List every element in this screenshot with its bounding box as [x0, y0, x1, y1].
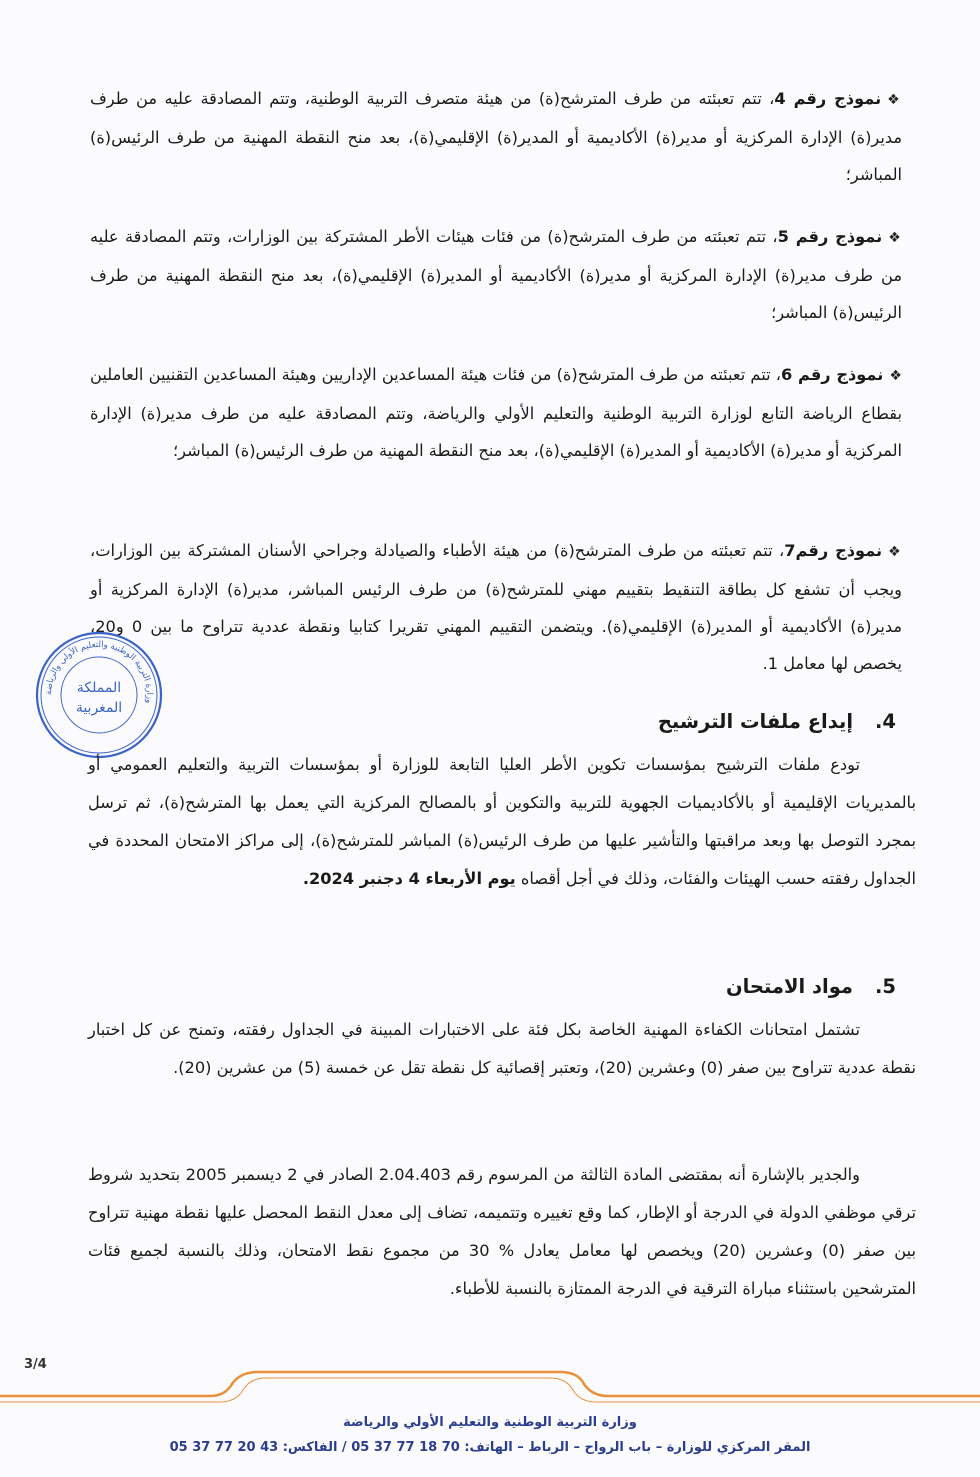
closing-paragraph	[88, 1156, 916, 1308]
bullet-text: ، تتم تعبئته من طرف المترشح(ة) من هيئة الأطباء والصيادلة وجراحي الأسنان المشتركة بين الوزارات، ويجب أن تشفع كل بطاقة التنقيط بتقييم مهني للمترشح(ة) من طرف الرئيس المباشر، مدير(ة) الإدارة المركزية أو مدير(ة) الأكاديمية أو المدير(ة) الإقليمي(ة). ويتضمن التقييم المهني تقريرا كتابيا ونقطة عددية تتراوح ما بين 0 و20، يخصص لها معامل 1.	[90, 541, 902, 673]
section-5-heading	[726, 975, 896, 998]
section-title: إيداع ملفات الترشيح	[657, 710, 853, 733]
footer-decorative-line	[0, 1360, 980, 1410]
section-number: 4.	[875, 710, 896, 733]
diamond-bullet-icon: ❖	[887, 92, 903, 108]
seal-center-line2: المغربية	[75, 700, 123, 716]
bullet-label: نموذج رقم 6	[781, 365, 884, 384]
seal-ring-text: وزارة التربية الوطنية والتعليم الأولي والرياضة	[43, 639, 155, 704]
bullet-label: نموذج رقم7	[784, 541, 883, 560]
section-title: مواد الامتحان	[725, 975, 853, 998]
page-number: 3/4	[24, 1357, 47, 1372]
section-4-heading	[658, 710, 896, 733]
official-seal-icon	[34, 630, 164, 760]
bullet-model-6	[90, 356, 902, 469]
section-5-text: تشتمل امتحانات الكفاءة المهنية الخاصة بكل فئة على الاختبارات المبينة في الجداول رفقته، وتمنح عن كل اختبار نقطة عددية تتراوح بين صفر (0) وعشرين (20)، وتعتبر إقصائية كل نقطة تقل عن خمسة (5) من عشرين (20).	[88, 1020, 916, 1077]
bullet-model-5	[90, 218, 902, 331]
diamond-bullet-icon: ❖	[889, 368, 902, 384]
footer-address: المقر المركزي للوزارة – باب الرواح – الرباط – الهاتف: 70 18 77 37 05 / الفاكس: 43 20 77 37 05	[169, 1440, 811, 1455]
section-4-paragraph	[88, 746, 916, 898]
section-4-text: تودع ملفات الترشيح بمؤسسات تكوين الأطر العليا التابعة للوزارة أو بمؤسسات التربية والتعليم العمومي أو بالمديريات الإقليمية أو بالأكاديميات الجهوية للتربية والتكوين أو بالمصالح المركزية التي يعمل بها المترشح(ة)، ثم ترسل بمجرد التوصل بها وبعد مراقبتها والتأشير عليها من طرف الرئيس(ة) المباشر للمترشح(ة)، إلى مراكز الامتحان المحددة في الجداول رفقته حسب الهيئات والفئات، وذلك في أجل أقصاه	[88, 755, 916, 888]
bullet-text: ، تتم تعبئته من طرف المترشح(ة) من فئات هيئة المساعدين الإداريين وهيئة المساعدين التقنيين العاملين بقطاع الرياضة التابع لوزارة التربية الوطنية والتعليم الأولي والرياضة، وتتم المصادقة عليه من طرف مدير(ة) الإدارة المركزية أو مدير(ة) الأكاديمية أو المدير(ة) الإقليمي(ة)، بعد منح النقطة المهنية من طرف الرئيس(ة) المباشر؛	[90, 365, 902, 460]
bullet-label: نموذج رقم 5	[777, 227, 883, 246]
section-5-paragraph	[88, 1011, 916, 1087]
section-4-deadline: يوم الأربعاء 4 دجنبر 2024.	[302, 869, 516, 888]
bullet-label: نموذج رقم 4	[774, 89, 882, 108]
bullet-model-4	[90, 80, 902, 193]
footer-ministry: وزارة التربية الوطنية والتعليم الأولي والرياضة	[343, 1415, 637, 1430]
diamond-bullet-icon: ❖	[888, 230, 902, 246]
diamond-bullet-icon: ❖	[888, 544, 902, 560]
bullet-text: ، تتم تعبئته من طرف المترشح(ة) من فئات هيئات الأطر المشتركة بين الوزارات، وتتم المصادقة عليه من طرف مدير(ة) الإدارة المركزية أو مدير(ة) الأكاديمية أو المدير(ة) الإقليمي(ة)، بعد منح النقطة المهنية من طرف الرئيس(ة) المباشر؛	[90, 227, 902, 322]
closing-text: والجدير بالإشارة أنه بمقتضى المادة الثالثة من المرسوم رقم 2.04.403 الصادر في 2 ديسمبر 2005 بتحديد شروط ترقي موظفي الدولة في الدرجة أو الإطار، كما وقع تغييره وتتميمه، تضاف إلى معدل النقط المحصل عليها نقطة مهنية تتراوح بين صفر (0) وعشرين (20) ويخصص لها معامل يعادل % 30 من مجموع نقط الامتحان، وذلك بالنسبة لجميع فئات المترشحين باستثناء مباراة الترقية في الدرجة الممتازة بالنسبة للأطباء.	[88, 1165, 917, 1298]
seal-center-line1: المملكة	[76, 680, 122, 696]
section-number: 5.	[875, 975, 896, 998]
bullet-text: ، تتم تعبئته من طرف المترشح(ة) من هيئة متصرف التربية الوطنية، وتتم المصادقة عليه من طرف مدير(ة) الإدارة المركزية أو مدير(ة) الأكاديمية أو المدير(ة) الإقليمي(ة)، بعد منح النقطة المهنية من طرف الرئيس(ة) المباشر؛	[90, 89, 902, 184]
bullet-model-7	[90, 532, 902, 682]
